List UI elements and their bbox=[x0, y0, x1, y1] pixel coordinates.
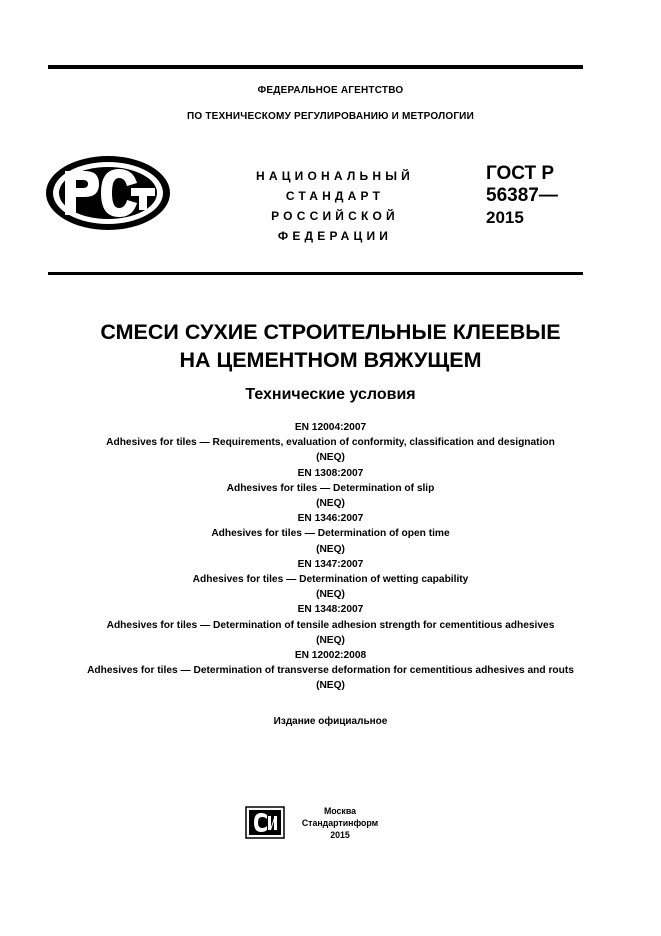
reference-title: Adhesives for tiles — Determination of tensile adhesion strength for cementitious adhesives bbox=[106, 619, 555, 631]
reference-code: EN 12002:2008 bbox=[294, 650, 367, 662]
reference-code: EN 1308:2007 bbox=[297, 467, 364, 479]
top-rule bbox=[48, 65, 583, 69]
agency-line-2: ПО ТЕХНИЧЕСКОМУ РЕГУЛИРОВАНИЮ И МЕТРОЛОГИИ bbox=[187, 111, 474, 122]
reference-code: EN 1348:2007 bbox=[297, 604, 364, 616]
publisher-city: Москва bbox=[323, 806, 357, 816]
standard-designation bbox=[486, 163, 558, 229]
edition-label: Издание официальное bbox=[273, 716, 388, 727]
designation-year: 2015 bbox=[486, 208, 524, 227]
title-line-2: НА ЦЕМЕНТНОМ ВЯЖУЩЕМ bbox=[179, 348, 482, 372]
reference-equivalence: (NEQ) bbox=[316, 452, 345, 464]
rst-logo-icon bbox=[43, 153, 173, 233]
document-subtitle: Технические условия bbox=[245, 386, 416, 403]
publisher-year: 2015 bbox=[330, 830, 350, 840]
reference-equivalence: (NEQ) bbox=[316, 543, 345, 555]
designation-number: 56387— bbox=[486, 185, 558, 206]
reference-equivalence: (NEQ) bbox=[316, 498, 345, 510]
reference-title: Adhesives for tiles — Requirements, evaluation of conformity, classification and designation bbox=[106, 437, 555, 449]
designation-prefix: ГОСТ Р bbox=[486, 163, 555, 184]
national-standard-line: СТАНДАРТ bbox=[285, 189, 385, 203]
reference-code: EN 1346:2007 bbox=[297, 513, 364, 525]
reference-code: EN 12004:2007 bbox=[294, 422, 367, 433]
reference-title: Adhesives for tiles — Determination of slip bbox=[226, 482, 435, 494]
references-list bbox=[30, 420, 631, 694]
reference-equivalence: (NEQ) bbox=[316, 680, 345, 692]
publisher-block bbox=[294, 805, 386, 841]
publisher-name: Стандартинформ bbox=[301, 818, 379, 828]
reference-code: EN 1347:2007 bbox=[297, 558, 364, 570]
middle-rule bbox=[48, 272, 583, 275]
reference-title: Adhesives for tiles — Determination of wetting capability bbox=[192, 574, 469, 586]
reference-title: Adhesives for tiles — Determination of open time bbox=[211, 528, 450, 540]
agency-line-1: ФЕДЕРАЛЬНОЕ АГЕНТСТВО bbox=[257, 85, 404, 96]
title-line-1: СМЕСИ СУХИЕ СТРОИТЕЛЬНЫЕ КЛЕЕВЫЕ bbox=[100, 320, 561, 344]
document-title bbox=[0, 318, 661, 374]
national-standard-line: ФЕДЕРАЦИИ bbox=[277, 229, 393, 243]
reference-title: Adhesives for tiles — Determination of transverse deformation for cementitious adhesives and routs bbox=[87, 665, 574, 677]
reference-equivalence: (NEQ) bbox=[316, 589, 345, 601]
national-standard-line: РОССИЙСКОЙ bbox=[271, 209, 399, 223]
reference-equivalence: (NEQ) bbox=[316, 634, 345, 646]
national-standard-block bbox=[247, 166, 423, 246]
standartinform-mark-icon bbox=[245, 806, 285, 839]
national-standard-line: НАЦИОНАЛЬНЫЙ bbox=[255, 169, 415, 183]
